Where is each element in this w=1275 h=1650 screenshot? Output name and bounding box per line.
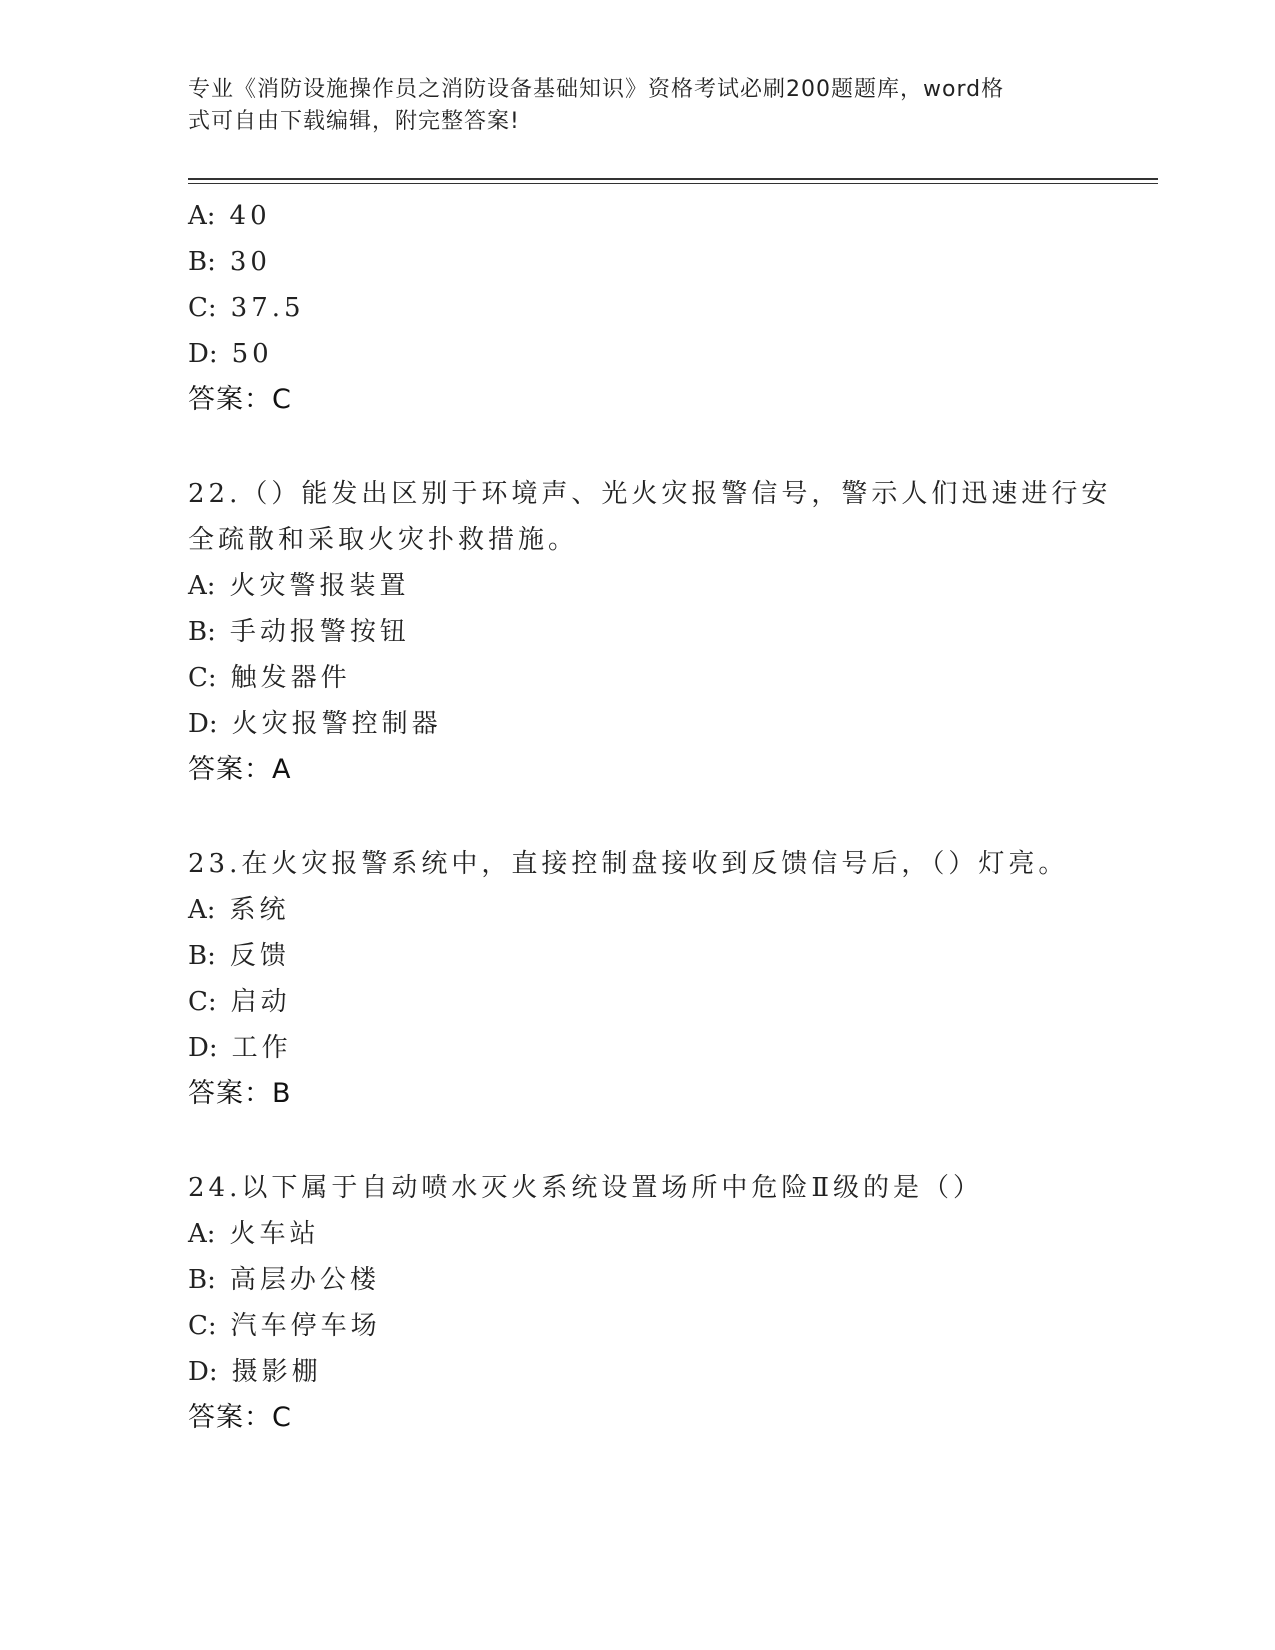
document-header <box>188 74 1068 138</box>
option-b: B: 手动报警按钮 <box>188 617 410 647</box>
question-text-cont: 全疏散和采取火灾扑救措施。 <box>188 525 579 555</box>
option-a: A: 火车站 <box>188 1219 320 1249</box>
question-24 <box>188 1165 1158 1441</box>
question-23 <box>188 841 1158 1117</box>
option-a: A: 系统 <box>188 895 290 925</box>
option-c: C: 启动 <box>188 987 291 1017</box>
option-a: A: 火灾警报装置 <box>188 571 410 601</box>
option-b: B: 高层办公楼 <box>188 1265 380 1295</box>
header-rule-thick <box>188 178 1158 180</box>
answer-line: 答案：B <box>188 1078 292 1109</box>
question-22 <box>188 471 1158 793</box>
option-c: C: 汽车停车场 <box>188 1311 381 1341</box>
answer-line: 答案：C <box>188 1402 292 1433</box>
answer-line: 答案：A <box>188 754 292 785</box>
option-b: B: 30 <box>188 247 271 277</box>
option-c: C: 触发器件 <box>188 663 351 693</box>
option-d: D: 工作 <box>188 1033 292 1063</box>
question-text: 23.在火灾报警系统中，直接控制盘接收到反馈信号后，（）灯亮。 <box>188 849 1069 879</box>
option-c: C: 37.5 <box>188 293 305 323</box>
answer-line: 答案：C <box>188 384 292 415</box>
header-rule-thin <box>188 183 1158 184</box>
option-b: B: 反馈 <box>188 941 290 971</box>
option-d: D: 50 <box>188 339 273 369</box>
option-a: A: 40 <box>188 201 271 231</box>
header-line-1: 专业《消防设施操作员之消防设备基础知识》资格考试必刷200题题库，word格 <box>188 77 1005 102</box>
question-text: 24.以下属于自动喷水灭火系统设置场所中危险Ⅱ级的是（） <box>188 1173 984 1203</box>
question-list <box>188 193 1158 1441</box>
header-line-2: 式可自由下载编辑，附完整答案! <box>188 109 520 134</box>
option-d: D: 火灾报警控制器 <box>188 709 442 739</box>
question-21 <box>188 193 1158 423</box>
question-text: 22.（）能发出区别于环境声、光火灾报警信号，警示人们迅速进行安 <box>188 479 1112 509</box>
option-d: D: 摄影棚 <box>188 1357 322 1387</box>
